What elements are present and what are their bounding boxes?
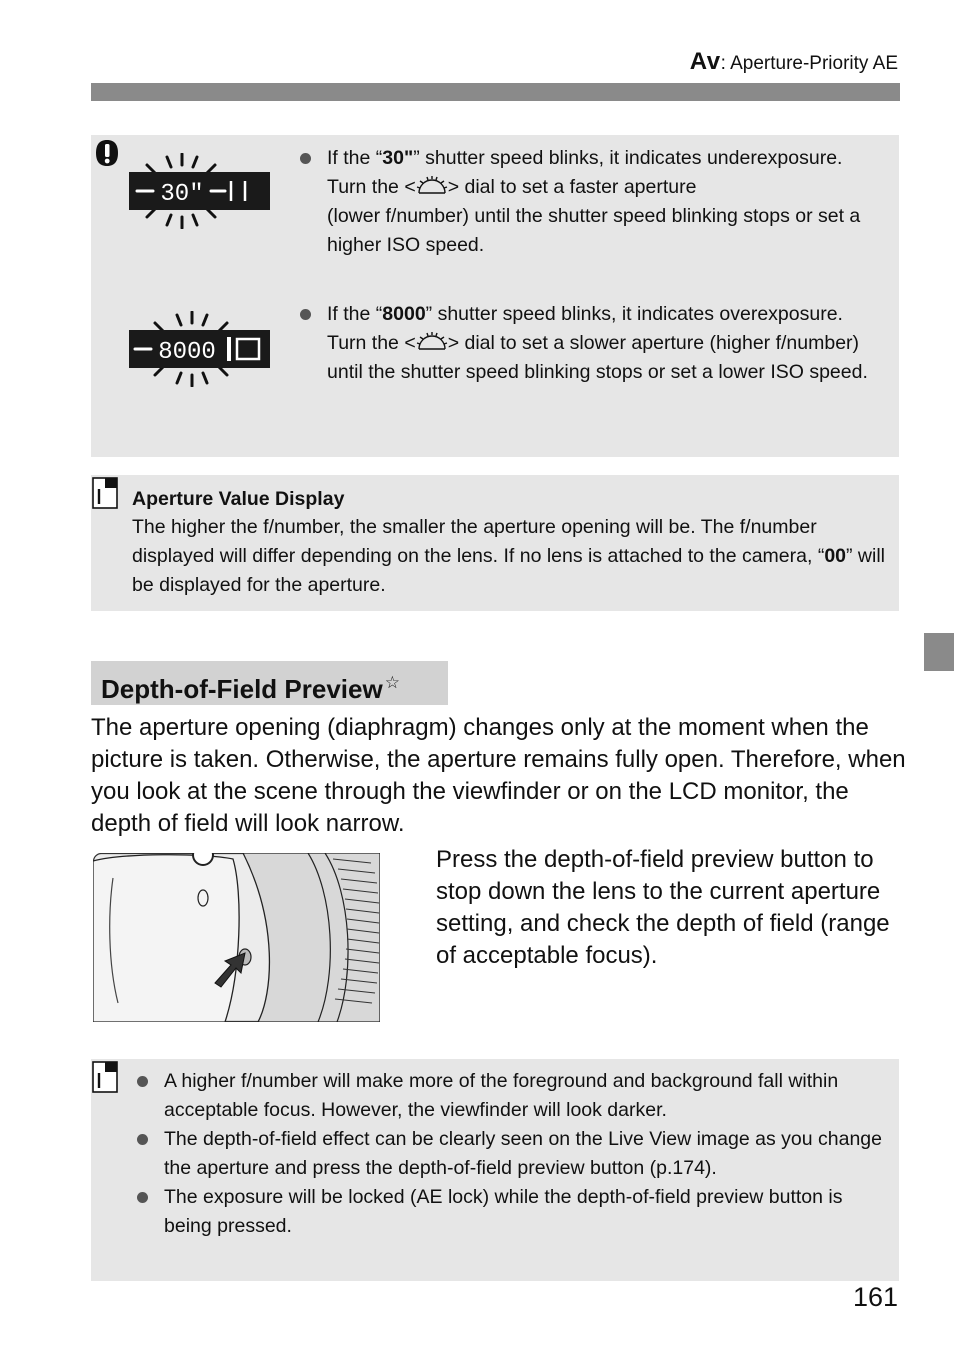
aperture-value-note xyxy=(91,475,899,611)
intro-paragraph: The aperture opening (diaphragm) changes only at the moment when the picture is taken. Otherwise, the aperture remains fully open. Therefore, when you look at the scene through the viewfinder or on the LCD monitor, the depth of field will look narrow. xyxy=(91,714,906,837)
running-header xyxy=(690,48,898,76)
memo-icon xyxy=(92,1061,118,1093)
caution-box xyxy=(91,135,899,457)
mode-name: : Aperture-Priority AE xyxy=(720,53,898,74)
note-body: The higher the f/number, the smaller the aperture opening will be. The f/number displayed will differ depending on the lens. If no lens is attached to the camera, “00” will be displayed for the aperture. xyxy=(132,516,886,596)
list-item: The exposure will be locked (AE lock) while the depth-of-field preview button is being pressed. xyxy=(164,1183,889,1241)
dof-notes-box xyxy=(91,1059,899,1281)
bullet-dot xyxy=(137,1134,148,1145)
caution-exclamation-icon xyxy=(94,139,120,167)
header-bar xyxy=(91,83,900,101)
chapter-side-tab xyxy=(924,633,954,671)
camera-dof-button-illustration xyxy=(93,853,380,1022)
main-dial-icon xyxy=(416,331,448,351)
section-heading: Depth-of-Field Preview ☆ xyxy=(91,661,448,705)
list-item: The depth-of-field effect can be clearly seen on the Live View image as you change the aperture and press the depth-of-field preview button (p.174). xyxy=(164,1125,889,1183)
shutter-value-30: 30" xyxy=(382,147,414,169)
caution-item-underexposure: If the “30"” shutter speed blinks, it indicates underexposure. Turn the < > dial to set a faster aperture (lower f/number) until the shutter speed blinking stops or set a higher ISO speed. xyxy=(327,144,892,260)
note-title: Aperture Value Display xyxy=(132,488,345,510)
dof-notes-list xyxy=(164,1067,889,1241)
list-item: A higher f/number will make more of the foreground and background fall within acceptable focus. However, the viewfinder will look darker. xyxy=(164,1067,889,1125)
lcd-overexposure-illustration xyxy=(127,311,272,387)
shutter-value-8000: 8000 xyxy=(382,303,426,325)
main-dial-icon xyxy=(416,175,448,195)
instruction-text: Press the depth-of-field preview button to stop down the lens to the current aperture setting, and check the depth of field (range of acceptable focus). xyxy=(436,846,890,969)
av-mode-symbol: Av xyxy=(689,48,721,75)
caution-item-overexposure: If the “8000” shutter speed blinks, it indicates overexposure. Turn the < > dial to set a slower aperture (higher f/number) until the shutter speed blinking stops or set a lower ISO speed. xyxy=(327,300,892,387)
bullet-dot xyxy=(137,1076,148,1087)
lcd-readout-8000: 8000 xyxy=(158,339,216,366)
memo-icon xyxy=(92,477,118,509)
page-number: 161 xyxy=(852,1282,898,1312)
bullet-dot xyxy=(300,153,311,164)
bullet-dot xyxy=(137,1192,148,1203)
lcd-underexposure-illustration xyxy=(127,153,272,229)
bullet-dot xyxy=(300,309,311,320)
lcd-readout-30: 30" xyxy=(160,181,204,208)
advanced-star-icon: ☆ xyxy=(384,673,400,692)
